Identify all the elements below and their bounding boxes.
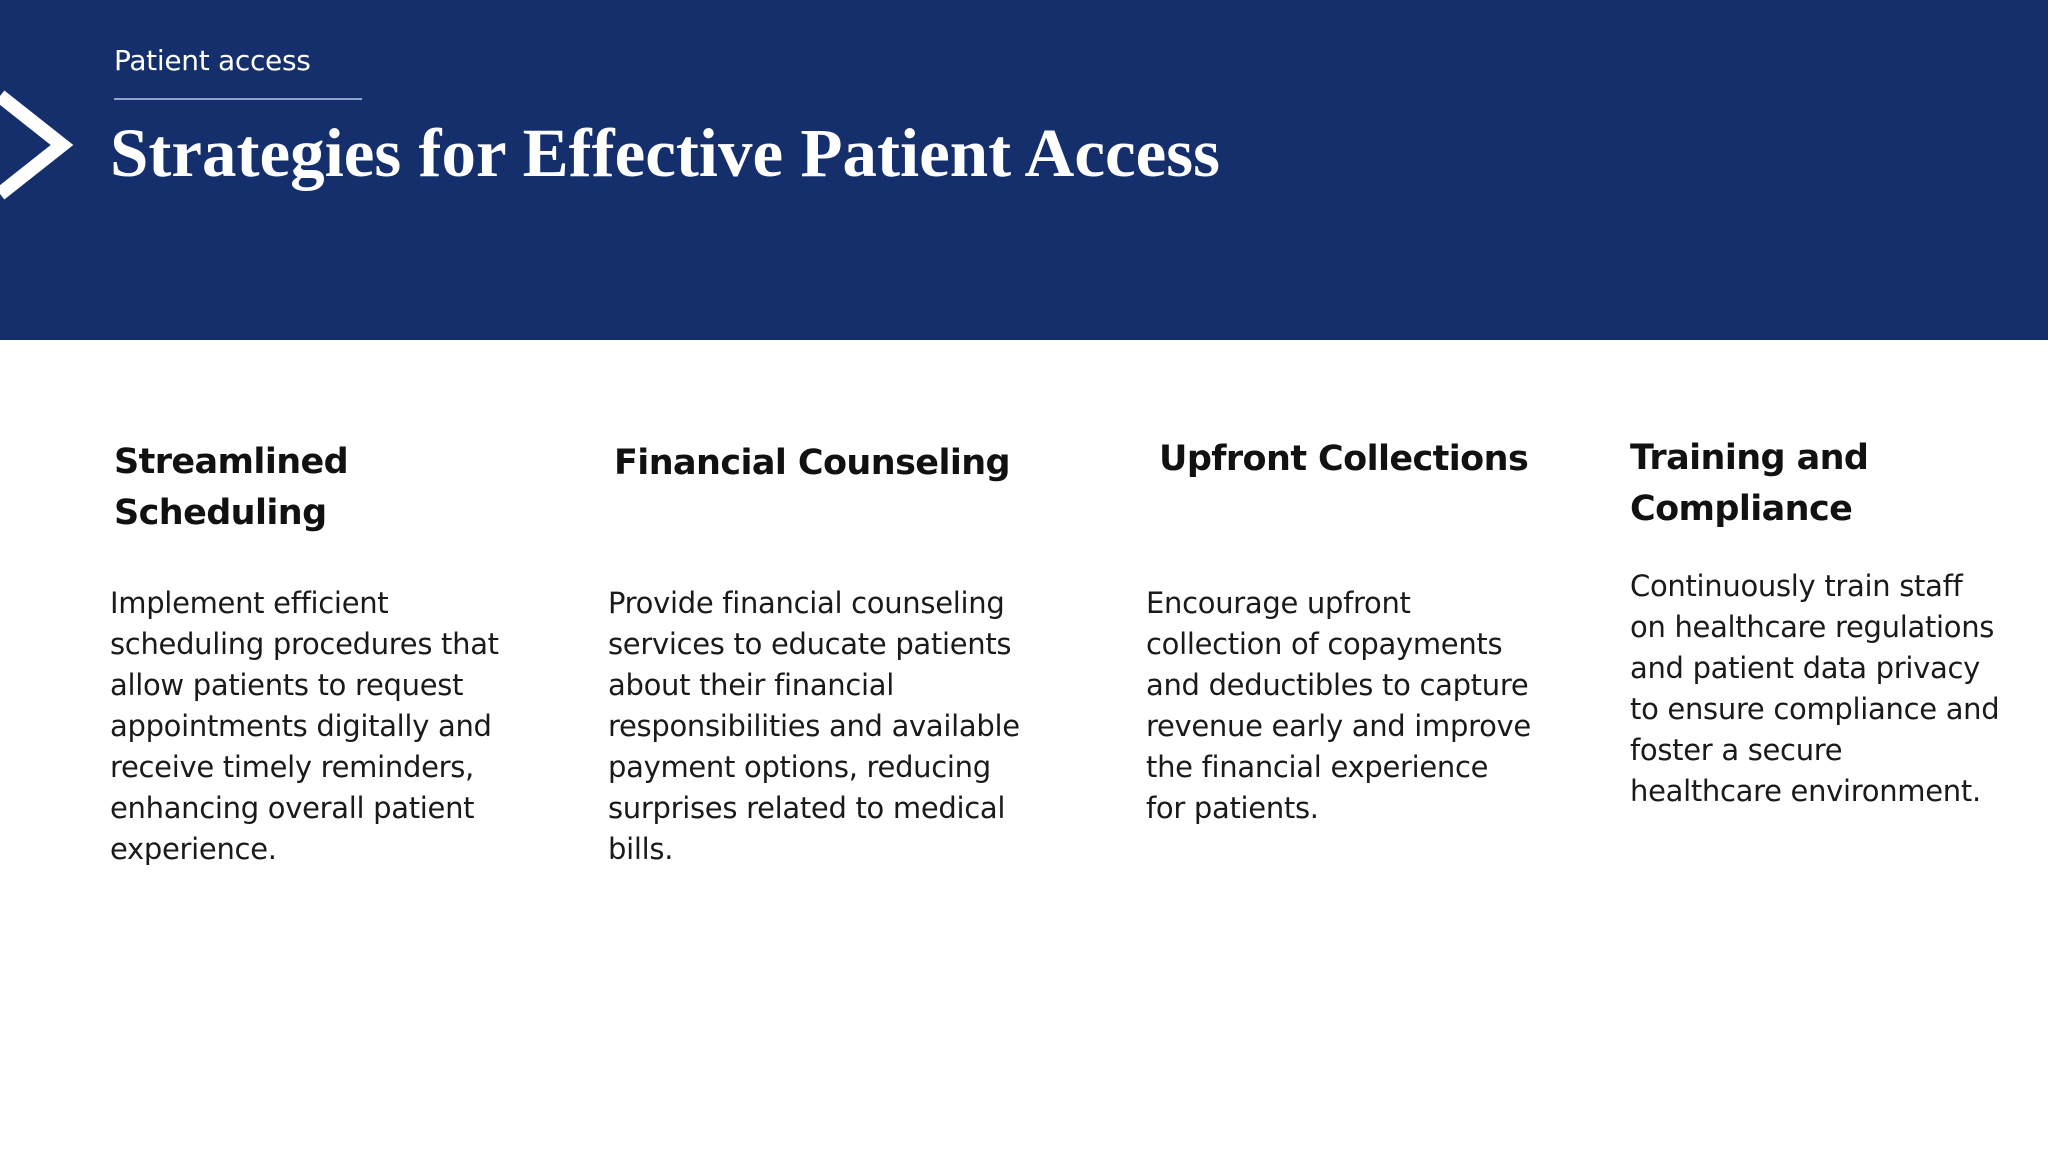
page-title: Strategies for Effective Patient Access — [110, 115, 1220, 191]
strategy-description: Implement efficient scheduling procedures that allow patients to request appointments digitally and receive timely reminders, enhancing overall patient experience. — [110, 586, 499, 866]
strategy-card-upfront-collections — [1146, 434, 1559, 834]
strategy-description: Encourage upfront collection of copayments and deductibles to capture revenue early and improve the financial experience for patients. — [1146, 586, 1531, 825]
strategy-heading: Streamlined Scheduling — [114, 442, 349, 533]
section-label: Patient access — [114, 44, 311, 77]
strategy-card-financial-counseling — [608, 438, 1034, 878]
section-label-divider — [114, 98, 362, 100]
strategy-heading: Upfront Collections — [1159, 439, 1529, 479]
strategy-description: Continuously train staff on healthcare regulations and patient data privacy to ensure compliance and foster a secure healthcare environment. — [1630, 569, 2000, 808]
strategy-heading: Financial Counseling — [614, 443, 1011, 483]
strategy-card-training-and-compliance — [1630, 433, 2020, 853]
header-band — [0, 0, 2048, 340]
strategy-description: Provide financial counseling services to educate patients about their financial responsibilities and available payment options, reducing surprises related to medical bills. — [608, 586, 1020, 866]
chevron-right-icon — [0, 90, 80, 200]
strategy-card-streamlined-scheduling — [110, 437, 514, 877]
strategy-heading: Training and Compliance — [1630, 438, 1869, 529]
